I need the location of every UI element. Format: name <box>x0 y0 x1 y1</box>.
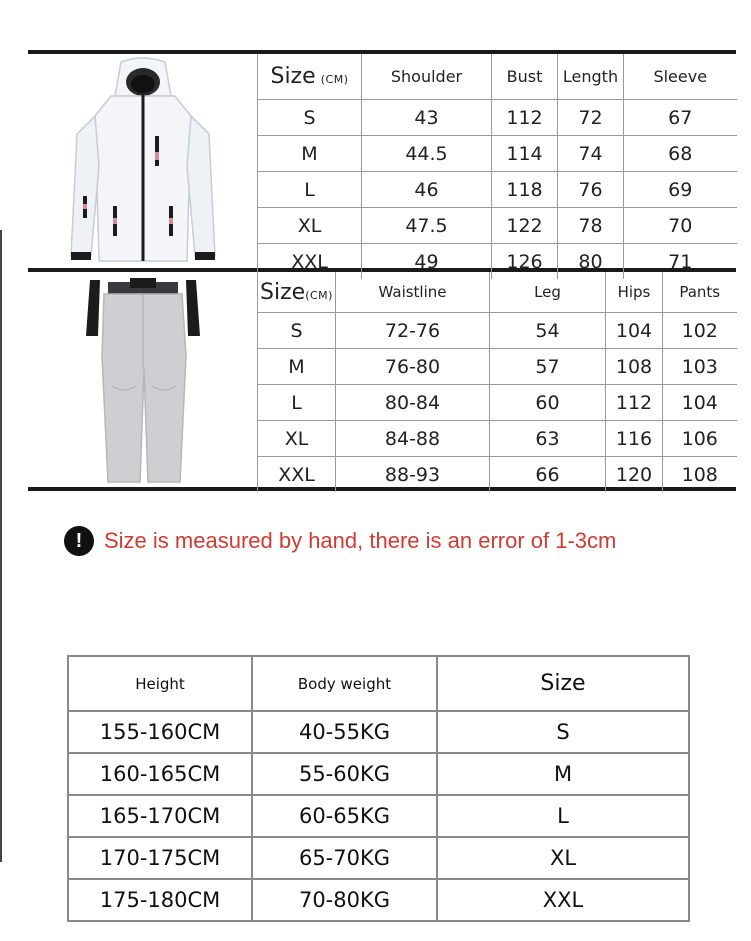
pants-header-row <box>258 272 737 313</box>
length-cell: 72 <box>558 100 624 136</box>
rec-header-row <box>68 656 689 711</box>
size-cell: S <box>258 100 362 136</box>
rec-col-body-weight: Body weight <box>252 656 437 711</box>
size-cell: M <box>437 753 689 795</box>
leg-cell: 57 <box>490 349 606 385</box>
table-row <box>258 172 737 208</box>
weight-cell: 55-60KG <box>252 753 437 795</box>
pants-photo-cell <box>28 272 257 487</box>
leg-cell: 66 <box>490 457 606 493</box>
leg-cell: 63 <box>490 421 606 457</box>
size-word: Size <box>270 64 316 89</box>
table-row <box>258 313 737 349</box>
pants-col-leg: Leg <box>490 272 606 313</box>
size-cell: L <box>258 385 336 421</box>
size-word: Size <box>260 279 306 305</box>
size-cell: XXL <box>258 244 362 280</box>
jacket-col-length: Length <box>558 54 624 100</box>
waistline-cell: 84-88 <box>336 421 490 457</box>
waistline-cell: 88-93 <box>336 457 490 493</box>
jacket-size-table <box>257 54 737 279</box>
left-edge-rule <box>0 230 2 862</box>
pants-col-pants: Pants <box>663 272 737 313</box>
size-cell: M <box>258 136 362 172</box>
size-chart-block <box>28 50 736 492</box>
ski-jacket-image <box>63 56 223 266</box>
pants-length-cell: 102 <box>663 313 737 349</box>
shoulder-cell: 46 <box>362 172 492 208</box>
table-row <box>68 879 689 921</box>
shoulder-cell: 44.5 <box>362 136 492 172</box>
bust-cell: 118 <box>492 172 558 208</box>
size-cell: M <box>258 349 336 385</box>
table-row <box>258 100 737 136</box>
pants-length-cell: 108 <box>663 457 737 493</box>
hips-cell: 120 <box>606 457 663 493</box>
size-cell: XXL <box>258 457 336 493</box>
sleeve-cell: 69 <box>624 172 737 208</box>
length-cell: 78 <box>558 208 624 244</box>
bust-cell: 122 <box>492 208 558 244</box>
sleeve-cell: 68 <box>624 136 737 172</box>
size-cell: S <box>437 711 689 753</box>
size-cell: XL <box>258 208 362 244</box>
hips-cell: 112 <box>606 385 663 421</box>
shoulder-cell: 43 <box>362 100 492 136</box>
size-recommendation-table <box>67 655 690 922</box>
shoulder-cell: 49 <box>362 244 492 280</box>
measurement-notice <box>64 525 616 557</box>
weight-cell: 65-70KG <box>252 837 437 879</box>
size-cell: XL <box>437 837 689 879</box>
table-row <box>258 349 737 385</box>
weight-cell: 70-80KG <box>252 879 437 921</box>
hips-cell: 116 <box>606 421 663 457</box>
size-cell: XL <box>258 421 336 457</box>
waistline-cell: 80-84 <box>336 385 490 421</box>
length-cell: 76 <box>558 172 624 208</box>
bust-cell: 114 <box>492 136 558 172</box>
size-unit: (CM) <box>305 288 333 302</box>
table-row <box>68 711 689 753</box>
hips-cell: 108 <box>606 349 663 385</box>
ski-pants-image <box>68 276 218 484</box>
table-row <box>68 837 689 879</box>
pants-length-cell: 103 <box>663 349 737 385</box>
length-cell: 74 <box>558 136 624 172</box>
table-row <box>68 753 689 795</box>
sleeve-cell: 67 <box>624 100 737 136</box>
height-cell: 170-175CM <box>68 837 252 879</box>
size-cell: L <box>437 795 689 837</box>
jacket-size-header <box>258 54 362 100</box>
pants-length-cell: 106 <box>663 421 737 457</box>
jacket-col-sleeve: Sleeve <box>624 54 737 100</box>
pants-size-header <box>258 272 336 313</box>
height-cell: 160-165CM <box>68 753 252 795</box>
jacket-col-bust: Bust <box>492 54 558 100</box>
table-row <box>258 136 737 172</box>
size-cell: S <box>258 313 336 349</box>
leg-cell: 54 <box>490 313 606 349</box>
shoulder-cell: 47.5 <box>362 208 492 244</box>
table-row <box>258 421 737 457</box>
jacket-photo-cell <box>28 54 257 268</box>
height-cell: 175-180CM <box>68 879 252 921</box>
table-row <box>258 208 737 244</box>
pants-size-table <box>257 272 737 492</box>
table-row <box>68 795 689 837</box>
pants-col-waistline: Waistline <box>336 272 490 313</box>
sleeve-cell: 71 <box>624 244 737 280</box>
notice-text: Size is measured by hand, there is an error of 1-3cm <box>104 528 617 553</box>
waistline-cell: 76-80 <box>336 349 490 385</box>
leg-cell: 60 <box>490 385 606 421</box>
jacket-col-shoulder: Shoulder <box>362 54 492 100</box>
size-unit: (CM) <box>320 73 349 86</box>
table-row <box>258 385 737 421</box>
rec-col-height: Height <box>68 656 252 711</box>
hips-cell: 104 <box>606 313 663 349</box>
size-cell: L <box>258 172 362 208</box>
sleeve-cell: 70 <box>624 208 737 244</box>
table-row <box>258 457 737 493</box>
size-cell: XXL <box>437 879 689 921</box>
pants-length-cell: 104 <box>663 385 737 421</box>
jacket-header-row <box>258 54 737 100</box>
weight-cell: 60-65KG <box>252 795 437 837</box>
pants-col-hips: Hips <box>606 272 663 313</box>
rec-col-size: Size <box>437 656 689 711</box>
waistline-cell: 72-76 <box>336 313 490 349</box>
weight-cell: 40-55KG <box>252 711 437 753</box>
bust-cell: 112 <box>492 100 558 136</box>
bust-cell: 126 <box>492 244 558 280</box>
exclamation-icon: ! <box>64 526 94 556</box>
height-cell: 155-160CM <box>68 711 252 753</box>
length-cell: 80 <box>558 244 624 280</box>
height-cell: 165-170CM <box>68 795 252 837</box>
